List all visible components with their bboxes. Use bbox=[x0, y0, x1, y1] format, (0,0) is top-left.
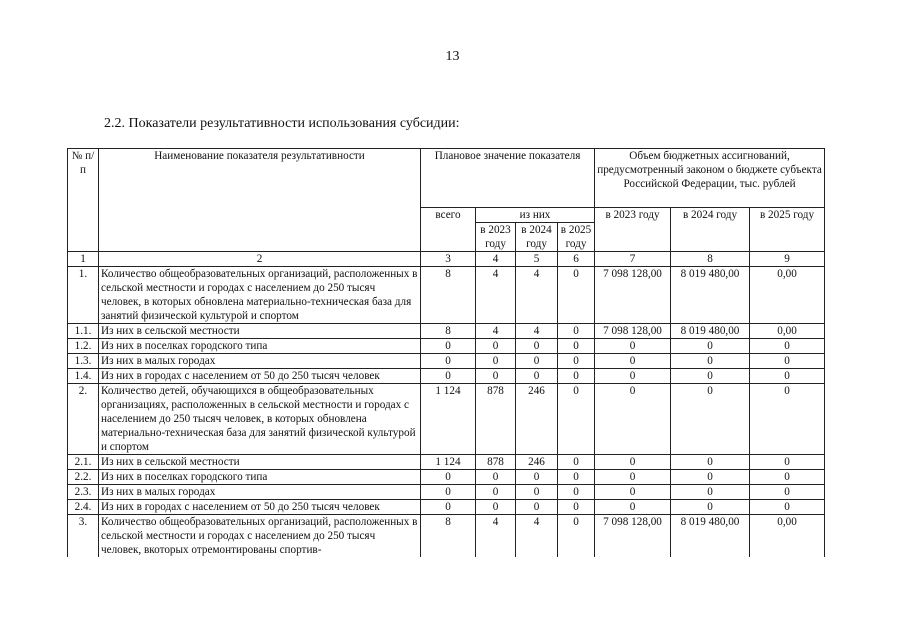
header-name: Наименование показателя результативности bbox=[99, 149, 421, 252]
row-plan-2024: 0 bbox=[516, 500, 558, 515]
row-plan-2025: 0 bbox=[558, 384, 595, 455]
row-name: Количество детей, обучающихся в общеобразовательных организациях, расположенных в сельской местности и городах с населением до 250 тысяч человек, в которых обновлена материально-техническая база для занятий физической культурой и спортом bbox=[99, 384, 421, 455]
header-plan: Плановое значение показателя bbox=[421, 149, 595, 208]
row-num: 1. bbox=[68, 267, 99, 324]
row-plan-2024: 246 bbox=[516, 384, 558, 455]
row-plan-2025: 0 bbox=[558, 324, 595, 339]
row-plan-2023: 0 bbox=[476, 369, 516, 384]
row-budget-2023: 0 bbox=[595, 500, 671, 515]
table-header bbox=[68, 149, 825, 267]
row-name: Из них в городах с населением от 50 до 250 тысяч человек bbox=[99, 500, 421, 515]
row-budget-2025: 0 bbox=[750, 455, 825, 470]
row-budget-2024: 0 bbox=[671, 354, 750, 369]
row-budget-2025: 0,00 bbox=[750, 515, 825, 558]
row-name: Из них в городах с населением от 50 до 250 тысяч человек bbox=[99, 369, 421, 384]
row-plan-2023: 878 bbox=[476, 384, 516, 455]
row-plan-2023: 878 bbox=[476, 455, 516, 470]
row-num: 2.3. bbox=[68, 485, 99, 500]
indicators-table bbox=[67, 148, 825, 557]
row-name: Из них в поселках городского типа bbox=[99, 339, 421, 354]
row-num: 1.3. bbox=[68, 354, 99, 369]
row-num: 1.4. bbox=[68, 369, 99, 384]
row-plan-2023: 0 bbox=[476, 485, 516, 500]
row-plan-2023: 0 bbox=[476, 354, 516, 369]
header-budget: Объем бюджетных ассигнований, предусмотренный законом о бюджете субъекта Российской Федерации, тыс. рублей bbox=[595, 149, 825, 208]
header-plan-2023: в 2023 году bbox=[476, 223, 516, 252]
row-budget-2023: 0 bbox=[595, 470, 671, 485]
row-plan-2024: 4 bbox=[516, 324, 558, 339]
row-num: 2. bbox=[68, 384, 99, 455]
table-row bbox=[68, 354, 825, 369]
row-plan-2024: 0 bbox=[516, 470, 558, 485]
row-plan-2025: 0 bbox=[558, 500, 595, 515]
row-total: 8 bbox=[421, 267, 476, 324]
row-plan-2025: 0 bbox=[558, 339, 595, 354]
row-budget-2025: 0 bbox=[750, 485, 825, 500]
row-budget-2023: 7 098 128,00 bbox=[595, 267, 671, 324]
row-budget-2023: 7 098 128,00 bbox=[595, 324, 671, 339]
column-number: 7 bbox=[595, 252, 671, 267]
row-total: 8 bbox=[421, 515, 476, 558]
column-number: 9 bbox=[750, 252, 825, 267]
row-plan-2024: 4 bbox=[516, 267, 558, 324]
table-row bbox=[68, 470, 825, 485]
table-row bbox=[68, 515, 825, 558]
row-budget-2023: 0 bbox=[595, 485, 671, 500]
row-budget-2025: 0,00 bbox=[750, 324, 825, 339]
row-budget-2025: 0 bbox=[750, 339, 825, 354]
table-row bbox=[68, 485, 825, 500]
column-number: 5 bbox=[516, 252, 558, 267]
row-total: 0 bbox=[421, 354, 476, 369]
row-budget-2024: 0 bbox=[671, 369, 750, 384]
row-plan-2023: 4 bbox=[476, 324, 516, 339]
table-body bbox=[68, 267, 825, 558]
header-budget-2025: в 2025 году bbox=[750, 208, 825, 252]
row-plan-2025: 0 bbox=[558, 369, 595, 384]
row-plan-2023: 0 bbox=[476, 500, 516, 515]
row-plan-2024: 0 bbox=[516, 354, 558, 369]
section-title: 2.2. Показатели результативности использования субсидии: bbox=[104, 116, 460, 131]
table-row bbox=[68, 500, 825, 515]
row-total: 1 124 bbox=[421, 384, 476, 455]
row-budget-2024: 0 bbox=[671, 384, 750, 455]
row-budget-2023: 7 098 128,00 bbox=[595, 515, 671, 558]
row-budget-2024: 8 019 480,00 bbox=[671, 324, 750, 339]
column-number-row bbox=[68, 252, 825, 267]
row-total: 0 bbox=[421, 485, 476, 500]
row-budget-2024: 8 019 480,00 bbox=[671, 515, 750, 558]
row-budget-2025: 0 bbox=[750, 500, 825, 515]
row-num: 2.1. bbox=[68, 455, 99, 470]
row-plan-2025: 0 bbox=[558, 515, 595, 558]
row-name: Из них в малых городах bbox=[99, 354, 421, 369]
row-plan-2023: 0 bbox=[476, 339, 516, 354]
table-row bbox=[68, 384, 825, 455]
row-plan-2023: 4 bbox=[476, 267, 516, 324]
column-number: 8 bbox=[671, 252, 750, 267]
header-budget-2023: в 2023 году bbox=[595, 208, 671, 252]
row-plan-2025: 0 bbox=[558, 470, 595, 485]
row-budget-2023: 0 bbox=[595, 455, 671, 470]
row-total: 0 bbox=[421, 470, 476, 485]
column-number: 2 bbox=[99, 252, 421, 267]
row-name: Количество общеобразовательных организаций, расположенных в сельской местности и городах с населением до 250 тысяч человек, в которых обновлена материально-техническая база для занятий физической культурой и спортом bbox=[99, 267, 421, 324]
row-budget-2024: 0 bbox=[671, 485, 750, 500]
row-total: 0 bbox=[421, 500, 476, 515]
row-budget-2025: 0 bbox=[750, 354, 825, 369]
row-budget-2024: 8 019 480,00 bbox=[671, 267, 750, 324]
row-budget-2024: 0 bbox=[671, 455, 750, 470]
row-plan-2024: 0 bbox=[516, 339, 558, 354]
row-budget-2024: 0 bbox=[671, 470, 750, 485]
row-name: Из них в малых городах bbox=[99, 485, 421, 500]
table-row bbox=[68, 324, 825, 339]
header-of-them: из них bbox=[476, 208, 595, 223]
row-plan-2025: 0 bbox=[558, 354, 595, 369]
row-plan-2024: 0 bbox=[516, 485, 558, 500]
column-number: 3 bbox=[421, 252, 476, 267]
row-plan-2024: 4 bbox=[516, 515, 558, 558]
column-number: 4 bbox=[476, 252, 516, 267]
header-plan-2025: в 2025 году bbox=[558, 223, 595, 252]
row-plan-2023: 4 bbox=[476, 515, 516, 558]
row-plan-2025: 0 bbox=[558, 267, 595, 324]
row-budget-2023: 0 bbox=[595, 369, 671, 384]
row-num: 1.2. bbox=[68, 339, 99, 354]
row-budget-2023: 0 bbox=[595, 384, 671, 455]
row-budget-2025: 0 bbox=[750, 369, 825, 384]
row-budget-2024: 0 bbox=[671, 500, 750, 515]
header-num: № п/п bbox=[68, 149, 99, 252]
header-total: всего bbox=[421, 208, 476, 252]
table-row bbox=[68, 339, 825, 354]
row-budget-2025: 0 bbox=[750, 470, 825, 485]
row-plan-2024: 246 bbox=[516, 455, 558, 470]
row-budget-2025: 0 bbox=[750, 384, 825, 455]
row-plan-2024: 0 bbox=[516, 369, 558, 384]
row-name: Из них в сельской местности bbox=[99, 324, 421, 339]
column-number: 1 bbox=[68, 252, 99, 267]
row-num: 2.4. bbox=[68, 500, 99, 515]
row-num: 1.1. bbox=[68, 324, 99, 339]
row-name: Из них в сельской местности bbox=[99, 455, 421, 470]
row-budget-2025: 0,00 bbox=[750, 267, 825, 324]
table-row bbox=[68, 455, 825, 470]
row-budget-2024: 0 bbox=[671, 339, 750, 354]
header-plan-2024: в 2024 году bbox=[516, 223, 558, 252]
row-budget-2023: 0 bbox=[595, 339, 671, 354]
row-num: 2.2. bbox=[68, 470, 99, 485]
row-num: 3. bbox=[68, 515, 99, 558]
table-row bbox=[68, 267, 825, 324]
row-total: 0 bbox=[421, 369, 476, 384]
row-total: 8 bbox=[421, 324, 476, 339]
row-plan-2025: 0 bbox=[558, 485, 595, 500]
row-name: Из них в поселках городского типа bbox=[99, 470, 421, 485]
row-total: 1 124 bbox=[421, 455, 476, 470]
column-number: 6 bbox=[558, 252, 595, 267]
page-number: 13 bbox=[445, 49, 460, 64]
header-budget-2024: в 2024 году bbox=[671, 208, 750, 252]
row-plan-2025: 0 bbox=[558, 455, 595, 470]
row-budget-2023: 0 bbox=[595, 354, 671, 369]
row-plan-2023: 0 bbox=[476, 470, 516, 485]
table-row bbox=[68, 369, 825, 384]
row-name: Количество общеобразовательных организаций, расположенных в сельской местности и городах с населением до 250 тысяч человек, вкоторых отремонтированы спортив- bbox=[99, 515, 421, 558]
row-total: 0 bbox=[421, 339, 476, 354]
